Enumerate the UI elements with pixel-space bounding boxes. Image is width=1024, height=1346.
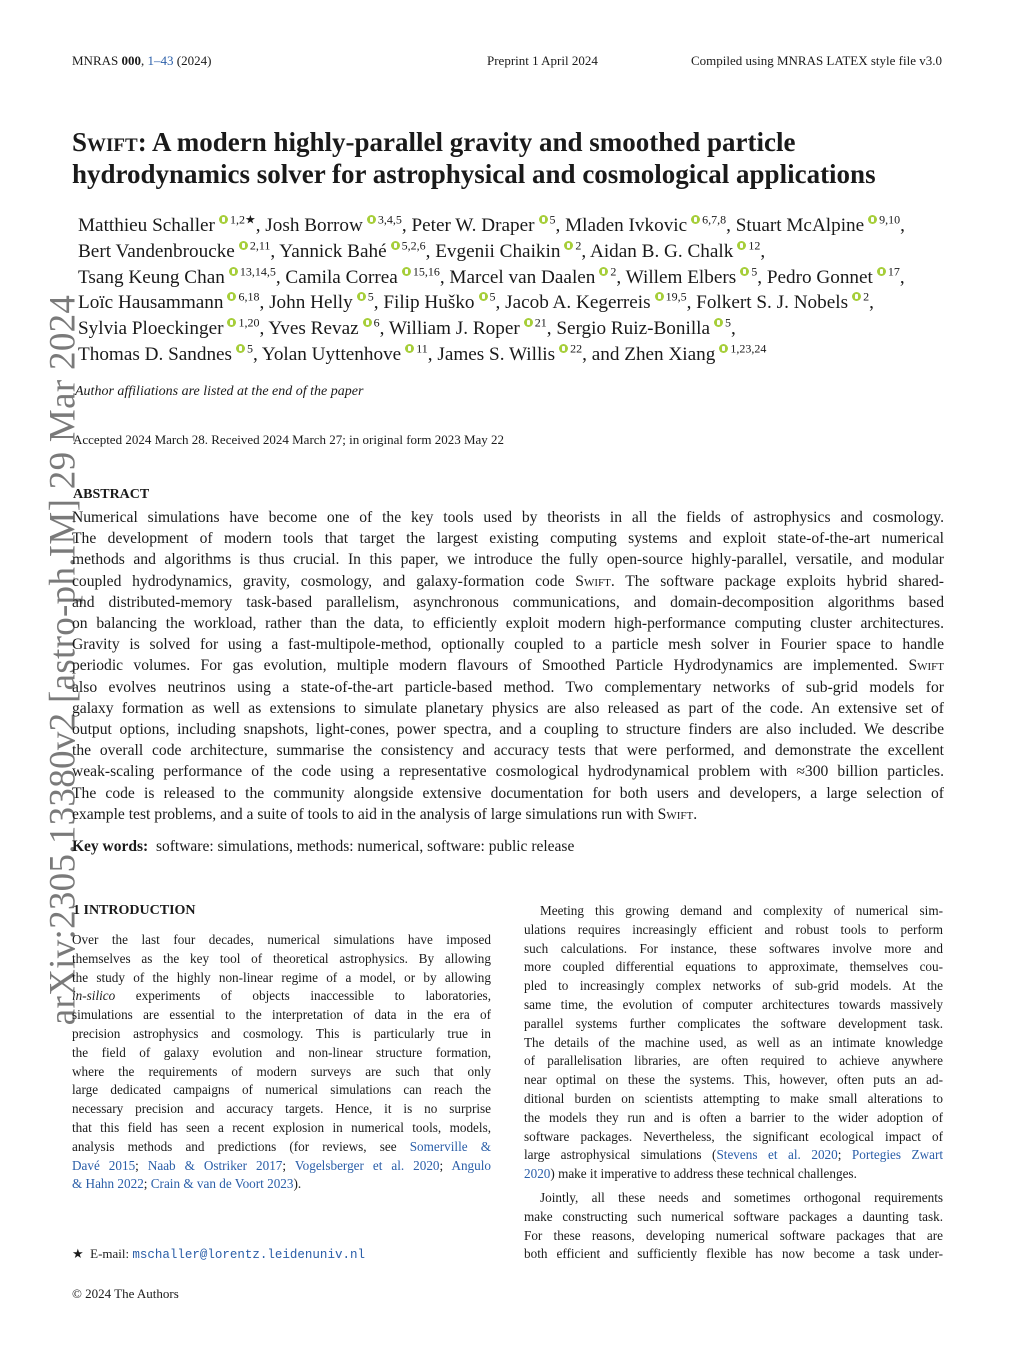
orcid-icon[interactable]	[559, 344, 568, 353]
paragraph-line: Jointly, all these needs and sometimes orthogonal requirements	[540, 1189, 943, 1205]
author	[78, 341, 254, 365]
paragraph-line: For these reasons, developing numerical software packages that are	[524, 1227, 943, 1243]
paragraph-line: make constructing such numerical software packages a daunting task.	[524, 1208, 943, 1224]
email-link[interactable]: mschaller@lorentz.leidenuniv.nl	[132, 1248, 365, 1262]
orcid-icon[interactable]	[524, 318, 533, 327]
author-name: Sergio Ruiz-Bonilla	[556, 318, 710, 340]
author-name: Matthieu Schaller	[78, 215, 215, 236]
paragraph-line: large astrophysical simulations (Stevens et al. 2020; Portegies Zwart	[524, 1147, 944, 1163]
author-affiliation: 3,4,5	[377, 212, 402, 227]
paragraph-line: near optimal on these the systems. This, however, often puts an ad-	[524, 1072, 943, 1088]
author-line: Sylvia Ploeckinger $^{1,20}$, Yves Revaz $^6$, William J. Roper $^{21}$, Sergio Ruiz-Bonilla $^5$,	[78, 315, 736, 340]
author-name: Stuart McAlpine	[735, 215, 865, 236]
author	[696, 292, 869, 313]
author-name: Aidan B. G. Chalk	[589, 240, 734, 262]
paragraph-line: both efficient and sufficiently flexible has now become a task under-	[524, 1246, 943, 1262]
author-affiliation: 2,11	[249, 238, 271, 253]
author-affiliation: 1,20	[238, 315, 260, 330]
paragraph-line: & Hahn 2022; Crain & van de Voort 2023).	[72, 1176, 302, 1192]
affiliations-note: Author affiliations are listed at the end of the paper	[75, 384, 364, 399]
orcid-icon[interactable]	[227, 318, 236, 327]
orcid-icon[interactable]	[740, 267, 749, 276]
author-name: Zhen Xiang	[624, 343, 716, 365]
keywords-text: software: simulations, methods: numerical, software: public release	[155, 838, 575, 855]
author	[449, 264, 617, 288]
author-name: Yannick Bahé	[279, 240, 387, 262]
author	[565, 212, 727, 236]
citation-link[interactable]: Naab & Ostriker 2017	[147, 1157, 283, 1173]
author	[78, 315, 260, 340]
author	[383, 292, 495, 313]
author-affiliation: 9,10	[879, 212, 901, 227]
author	[388, 315, 547, 340]
arxiv-stamp: arXiv:2305.13380v2 [astro-ph.IM] 29 Mar 2024	[42, 294, 84, 1026]
abstract-body	[72, 507, 944, 825]
author-name: Willem Elbers	[625, 266, 737, 288]
author-name: Yves Revaz	[268, 318, 359, 340]
orcid-icon[interactable]	[227, 292, 236, 301]
footnote-email: ★ E-mail: mschaller@lorentz.leidenuniv.nl	[72, 1246, 365, 1262]
author-name: Tsang Keung Chan	[78, 266, 225, 288]
author-affiliation: 1,2★	[229, 212, 256, 227]
orcid-icon[interactable]	[719, 344, 728, 353]
author	[268, 315, 380, 340]
abstract-line: also evolves neutrinos using a state-of-the-art particle-based method. Two complementary networks of sub-grid models for	[72, 678, 944, 696]
publication-dates: Accepted 2024 March 28. Received 2024 March 27; in original form 2023 May 22	[73, 432, 505, 447]
author-affiliation: 22	[570, 341, 583, 356]
orcid-icon[interactable]	[479, 292, 488, 301]
author-name: Camila Correa	[285, 266, 398, 288]
author-name: Thomas D. Sandnes	[78, 343, 233, 365]
author	[78, 212, 256, 236]
paragraph-line: 2020) make it imperative to address these technical challenges.	[524, 1166, 857, 1182]
abstract-line: example test problems, and a suite of tools to aid in the analysis of large simulations run with Swift.	[72, 805, 698, 823]
abstract-line: the overall code architecture, summarise the consistency and accuracy tests that were performed, and demonstrate the excellent	[72, 742, 944, 760]
paragraph-line: necessary precision and accuracy targets. Hence, it is no surprise	[72, 1101, 491, 1117]
abstract-line: Gravity is solved for using a fast-multipole-method, optionally coupled to a particle mesh solver in Fourier space to handle	[72, 636, 944, 654]
author	[269, 292, 374, 313]
author-name: Loïc Hausammann	[78, 292, 224, 314]
author	[265, 212, 402, 236]
author-affiliation: 2	[575, 238, 582, 253]
citation-link[interactable]: Vogelsberger et al. 2020	[294, 1157, 440, 1173]
paragraph-line: the field of galaxy evolution and non-linear structure formation,	[72, 1044, 491, 1060]
orcid-icon[interactable]	[877, 267, 886, 276]
paragraph-line: Meeting this growing demand and complexity of numerical sim-	[540, 903, 943, 918]
author-name: John Helly	[269, 292, 353, 314]
author-name: Filip Huško	[383, 292, 475, 314]
author-line: Bert Vandenbroucke $^{2,11}$, Yannick Bahé $^{5,2,6}$, Evgenii Chaikin $^2$, Aidan B. G. Chalk $^{12}$,	[78, 238, 766, 262]
author-affiliation: 5	[549, 212, 556, 227]
author-affiliation: 1,23,24	[730, 341, 767, 356]
author-affiliation: 6,7,8	[702, 212, 727, 227]
author-name: Josh Borrow	[265, 215, 363, 236]
author-affiliation: 5	[725, 315, 731, 330]
paragraph-line: parallel systems further complicates the software development task.	[524, 1015, 943, 1031]
author-name: Marcel van Daalen	[449, 266, 596, 288]
paragraph-line: where the requirements of modern surveys are such that only	[72, 1063, 491, 1079]
abstract-line: periodic volumes. For gas evolution, multiple modern flavours of Smoothed Particle Hydrodynamics are implemented. Swift	[72, 657, 944, 675]
author-line: Loïc Hausammann $^{6,18}$, John Helly $^5$, Filip Huško $^5$, Jacob A. Kegerreis $^{19,5}$, Folkert S. J. Nobels $^2$,	[78, 290, 874, 314]
orcid-icon[interactable]	[236, 344, 245, 353]
orcid-icon[interactable]	[655, 292, 664, 301]
paragraph-line: pled to increasingly complex networks of sub-grid models. At the	[524, 978, 943, 994]
author-affiliation: 19,5	[665, 290, 687, 304]
author-affiliation: 15,16	[412, 264, 440, 279]
author-affiliation: 2	[610, 264, 617, 279]
abstract-line: weak-scaling performance of the code using a representative cosmological hydrodynamical problem with ≈300 billion particles.	[72, 763, 944, 781]
author	[411, 212, 556, 236]
author	[766, 264, 900, 288]
orcid-icon[interactable]	[239, 241, 248, 250]
paragraph-line: same time, the evolution of computer architectures towards massively	[524, 996, 943, 1012]
author-name: William J. Roper	[388, 318, 520, 340]
abstract-line: methods and algorithms is thus crucial. In this paper, we introduce the fully open-source highly-parallel, versatile, and modular	[72, 551, 944, 569]
author-name: Folkert S. J. Nobels	[696, 292, 849, 314]
abstract-line: coupled hydrodynamics, gravity, cosmology, and galaxy-formation code Swift. The software package exploits hybrid shared-	[72, 572, 944, 590]
author-name: Jacob A. Kegerreis	[505, 292, 651, 314]
paragraph-line: large dedicated campaigns of numerical simulations can reach the	[72, 1082, 491, 1098]
paragraph-line: analysis methods and predictions (for reviews, see Somerville &	[72, 1138, 491, 1154]
orcid-icon[interactable]	[391, 241, 400, 250]
author-line: Thomas D. Sandnes $^5$, Yolan Uyttenhove $^{11}$, James S. Willis $^{22}$, and Zhen Xiang $^{1,23,24}$	[78, 341, 767, 365]
author	[261, 341, 428, 365]
copyright: © 2024 The Authors	[72, 1286, 179, 1301]
author	[78, 238, 271, 262]
abstract-line: and distributed-memory task-based parallelism, asynchronous communications, and domain-decomposition algorithms based	[72, 593, 944, 611]
star-icon: ★	[72, 1246, 84, 1261]
author	[505, 292, 686, 313]
running-header-journal: MNRAS 000, 1–43 (2024)	[72, 53, 212, 68]
orcid-icon[interactable]	[737, 241, 746, 250]
abstract-heading: ABSTRACT	[73, 487, 150, 502]
abstract-line: on balancing the workload, rather than the data, to efficiently exploit modern high-performance computing cluster architectures.	[72, 615, 944, 633]
orcid-icon[interactable]	[402, 267, 411, 276]
author-name: Evgenii Chaikin	[435, 240, 561, 262]
author-affiliation: 5	[751, 264, 758, 279]
author	[624, 341, 767, 365]
intro-column-right	[524, 902, 943, 1264]
author	[78, 264, 276, 288]
orcid-icon[interactable]	[852, 292, 861, 301]
orcid-icon[interactable]	[714, 318, 723, 327]
author-name: Yolan Uyttenhove	[261, 343, 402, 365]
citation-link[interactable]: Davé 2015	[72, 1157, 136, 1173]
orcid-icon[interactable]	[363, 318, 372, 327]
author-affiliation: 6,18	[238, 290, 260, 304]
author-name: Mladen Ivkovic	[565, 215, 688, 236]
keywords-label: Key words:	[72, 838, 149, 855]
author-affiliation: 11	[416, 341, 428, 356]
orcid-icon[interactable]	[219, 215, 228, 224]
abstract-line: Numerical simulations have become one of the key tools used by theorists in all the fields of astrophysics and cosmology.	[72, 509, 944, 526]
orcid-icon[interactable]	[599, 267, 608, 276]
author-name: James S. Willis	[437, 343, 556, 365]
paragraph-line: of parallelisation libraries, are often required to achieve anywhere	[524, 1053, 943, 1069]
orcid-icon[interactable]	[367, 215, 376, 224]
paragraph-line: more coupled differential equations to approximate, themselves cou-	[524, 959, 943, 975]
code-name: Swift	[575, 572, 611, 590]
citation-link[interactable]: Somerville &	[409, 1138, 491, 1154]
author-name: Sylvia Ploeckinger	[78, 318, 224, 340]
paragraph-line: the study of the highly non-linear regime of a model, or by allowing	[72, 969, 491, 985]
author-affiliation: 13,14,5	[239, 264, 276, 279]
author-affiliation: 12	[748, 238, 761, 253]
paragraph-line: that this field has seen a recent explosion in numerical tools, models,	[72, 1119, 491, 1135]
code-name: Swift	[657, 805, 694, 823]
author-affiliation: 5	[489, 290, 496, 304]
citation-link[interactable]: Angulo	[451, 1157, 491, 1173]
paragraph-line: in-silico experiments of objects inaccessible to laboratories,	[72, 988, 491, 1004]
citation-link[interactable]: Portegies Zwart	[851, 1147, 944, 1163]
author-affiliation: 5,2,6	[401, 238, 426, 253]
paragraph-line: software packages. Nevertheless, the significant ecological impact of	[524, 1128, 943, 1144]
author-affiliation: 2	[863, 290, 870, 304]
keywords	[72, 838, 574, 856]
paragraph-line: Over the last four decades, numerical simulations have imposed	[72, 932, 491, 947]
section-heading-introduction: 1 INTRODUCTION	[73, 903, 196, 918]
orcid-icon[interactable]	[405, 344, 414, 353]
author	[735, 212, 901, 236]
paragraph-line: Davé 2015; Naab & Ostriker 2017; Vogelsberger et al. 2020; Angulo	[72, 1157, 491, 1173]
citation-link[interactable]: Crain & van de Voort 2023	[150, 1176, 294, 1192]
paragraph-line: ditional burden on scientists attempting to make small alterations to	[524, 1090, 943, 1106]
code-name: Swift	[908, 657, 944, 675]
paragraph-line: precision astrophysics and cosmology. This is particularly true in	[72, 1025, 491, 1041]
orcid-icon[interactable]	[868, 215, 877, 224]
paragraph-line: such calculations. For instance, these softwares involve more and	[524, 940, 943, 956]
author-affiliation: 17	[887, 264, 900, 279]
author-affiliation: 5	[367, 290, 374, 304]
author-name: Peter W. Draper	[411, 215, 535, 236]
orcid-icon[interactable]	[564, 241, 573, 250]
citation-link[interactable]: Stevens et al. 2020	[716, 1147, 838, 1163]
abstract-line: output options, including snapshots, light-cones, power spectra, and a coupling to structure finders are also included. We describe	[72, 721, 944, 739]
author	[285, 264, 440, 288]
author	[78, 292, 259, 313]
running-header-compiled: Compiled using MNRAS LATEX style file v3.0	[691, 53, 942, 68]
author-name: Pedro Gonnet	[766, 266, 873, 288]
citation-link[interactable]: 2020	[524, 1166, 551, 1182]
paragraph-line: ulations requires increasingly efficient and robust tools to perform	[524, 921, 943, 937]
paragraph-line: simulations are essential to the interpretation of data in the era of	[72, 1007, 491, 1023]
paper-title: Swift: A modern highly-parallel gravity and smoothed particle hydrodynamics solver for astrophysical and cosmological applications	[72, 127, 876, 189]
author	[625, 264, 758, 288]
author	[556, 315, 731, 340]
author	[279, 238, 426, 262]
orcid-icon[interactable]	[539, 215, 548, 224]
author-line: Matthieu Schaller $^{1,2★}$, Josh Borrow $^{3,4,5}$, Peter W. Draper $^5$, Mladen Ivkovic $^{6,7,8}$, Stuart McAlpine $^{9,10}$,	[78, 212, 905, 236]
author-affiliation: 5	[247, 341, 254, 356]
paragraph-line: themselves as the key tool of theoretical astrophysics. By allowing	[72, 950, 491, 966]
citation-link[interactable]: & Hahn 2022	[72, 1176, 144, 1192]
author-line: Tsang Keung Chan $^{13,14,5}$, Camila Correa $^{15,16}$, Marcel van Daalen $^2$, Willem Elbers $^5$, Pedro Gonnet $^{17}$,	[78, 264, 905, 288]
author	[589, 238, 761, 262]
abstract-line: The development of modern tools that target the largest existing computing systems and exploit state-of-the-art numerical	[72, 530, 944, 548]
running-header-preprint: Preprint 1 April 2024	[487, 53, 598, 68]
intro-column-left	[72, 931, 491, 1194]
author	[437, 341, 583, 365]
author-name: Bert Vandenbroucke	[78, 240, 235, 262]
abstract-line: galaxy formation as well as extensions to simulate planetary physics are also released as part of the code. An extensive set of	[72, 699, 944, 717]
author-affiliation: 21	[534, 315, 547, 330]
pages-link[interactable]: 1–43	[147, 53, 174, 68]
abstract-line: The code is released to the community alongside extensive documentation for both users and developers, a large selection of	[72, 784, 944, 802]
paragraph-line: the models they run and is often a barrier to the wider adoption of	[524, 1109, 943, 1125]
orcid-icon[interactable]	[357, 292, 366, 301]
paragraph-line: The details of the machine used, as well as an intimate knowledge	[524, 1034, 943, 1050]
title-code-name: Swift	[72, 127, 138, 157]
orcid-icon[interactable]	[691, 215, 700, 224]
orcid-icon[interactable]	[229, 267, 238, 276]
author	[435, 238, 582, 262]
author-list	[78, 213, 993, 368]
author-affiliation: 6	[373, 315, 380, 330]
